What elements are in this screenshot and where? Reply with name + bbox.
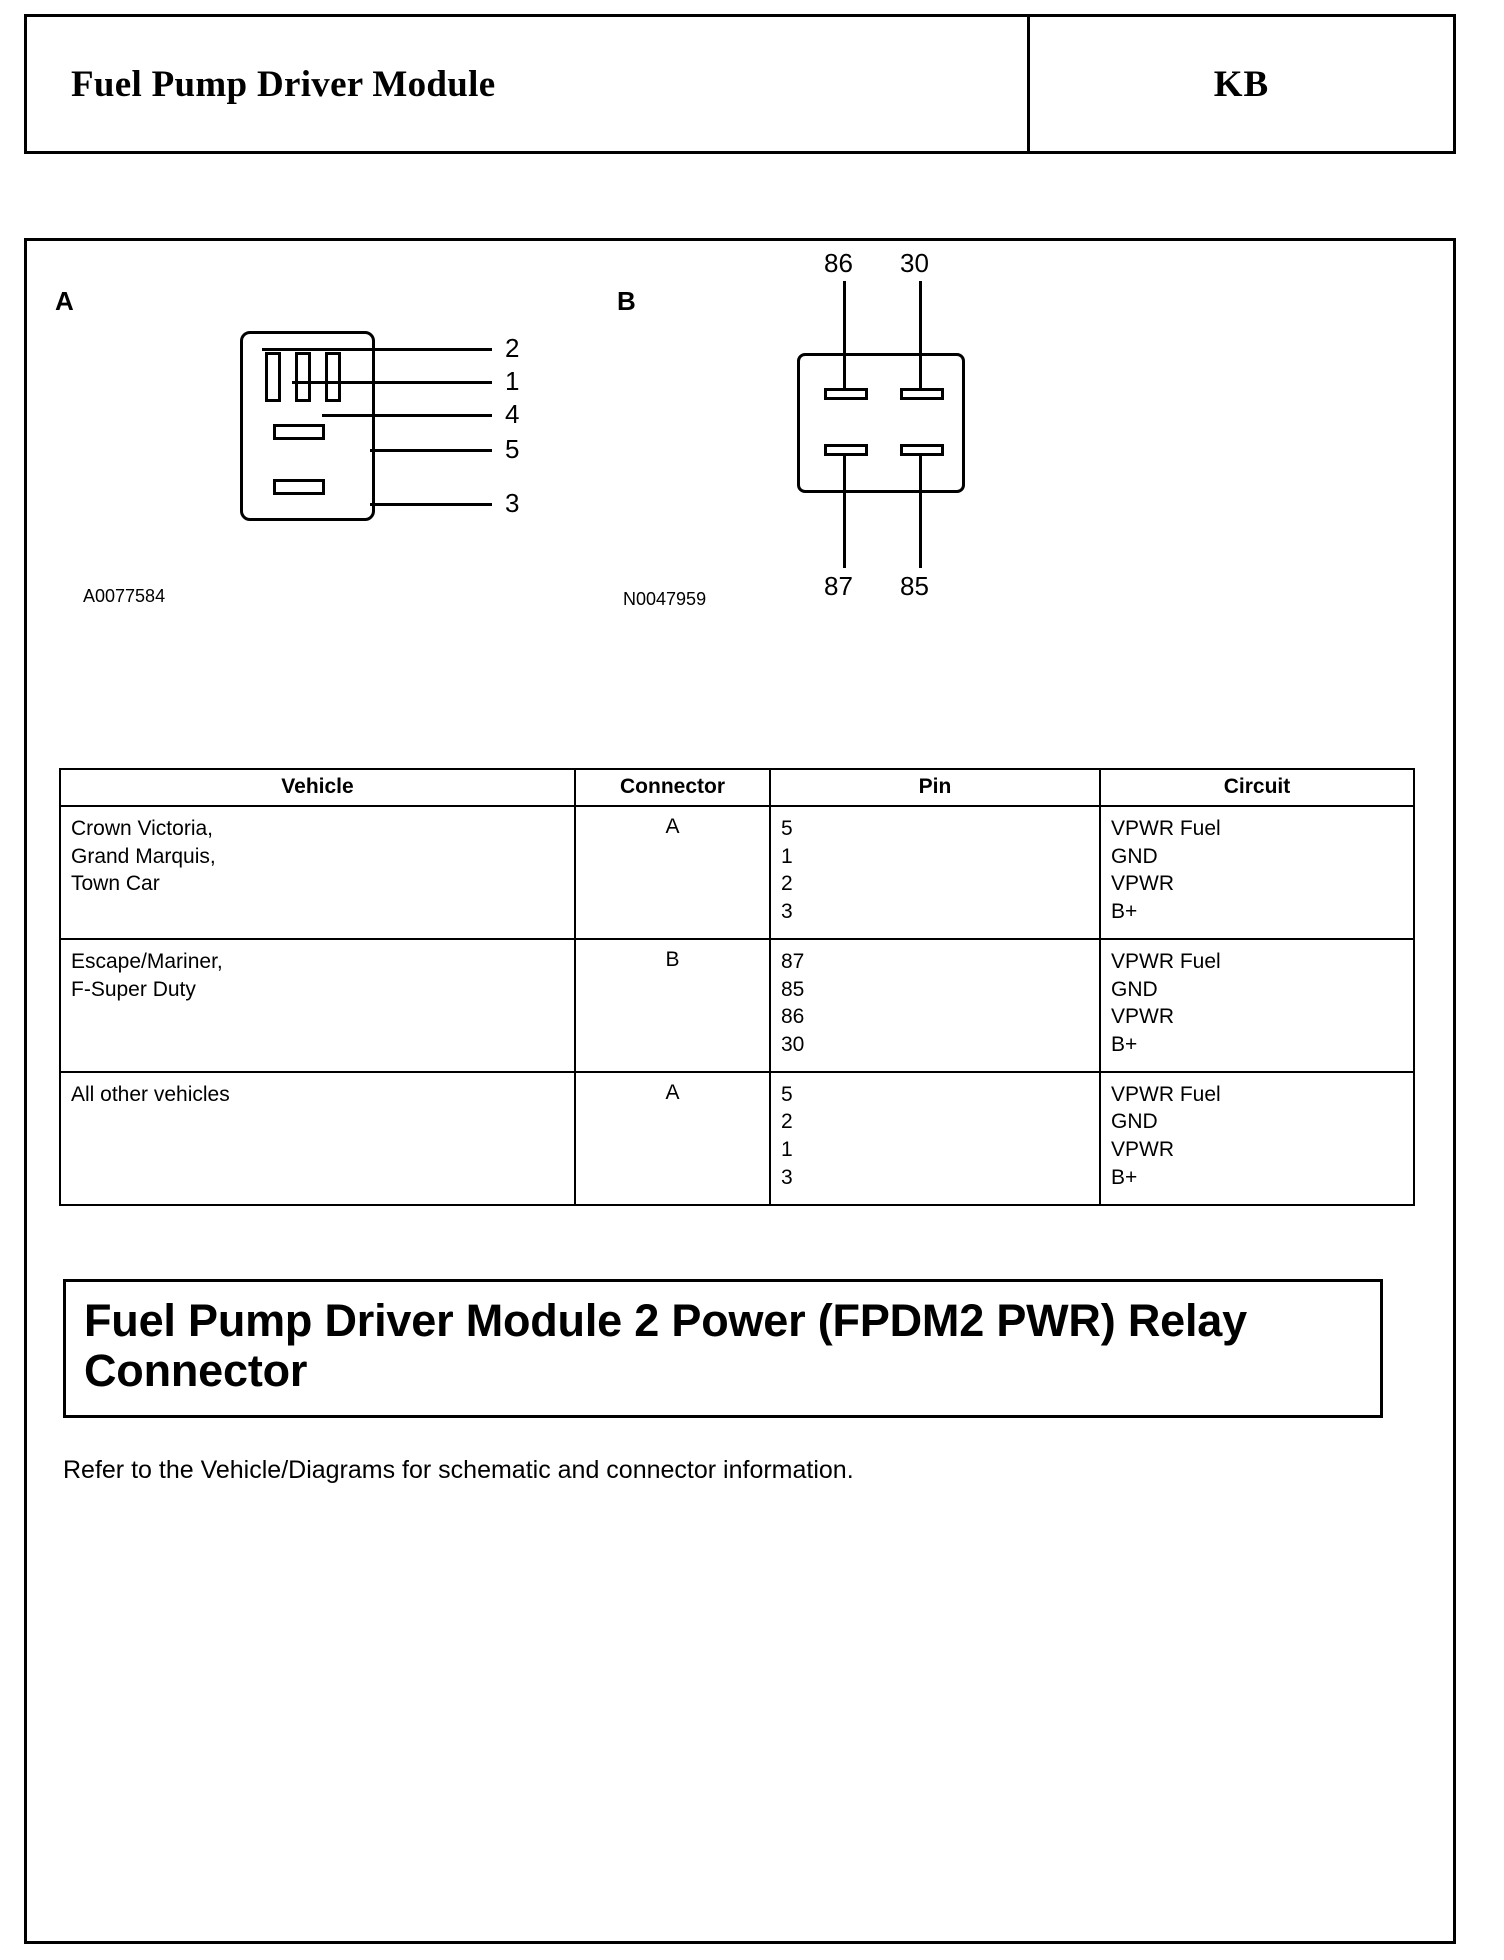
column-header-connector: Connector [575, 769, 770, 806]
connector-a-blade-3 [273, 479, 325, 495]
relay-pin-86: 86 [824, 248, 853, 278]
content-frame [24, 238, 1456, 1944]
connector-a-body [240, 331, 375, 521]
refer-note: Refer to the Vehicle/Diagrams for schematic and connector information. [63, 1456, 854, 1484]
cell-circuit: VPWR Fuel GND VPWR B+ [1100, 806, 1414, 939]
cell-connector: A [575, 806, 770, 939]
pin-spec-table [59, 768, 1413, 1206]
section-title-box [63, 1279, 1383, 1418]
leader-pin-2 [262, 348, 492, 351]
relay-terminal-86 [824, 388, 868, 400]
connector-a-blade-1 [295, 352, 311, 402]
connector-a-blade-2 [265, 352, 281, 402]
relay-lead-87 [843, 456, 846, 568]
cell-circuit: VPWR Fuel GND VPWR B+ [1100, 1072, 1414, 1205]
relay-terminal-30 [900, 388, 944, 400]
leader-pin-1 [292, 381, 492, 384]
cell-connector: B [575, 939, 770, 1072]
cell-connector: A [575, 1072, 770, 1205]
pin-number-4: 4 [505, 399, 520, 429]
cell-pin: 5 1 2 3 [770, 806, 1100, 939]
header-code-cell [1030, 17, 1453, 151]
diagram-label-a: A [55, 286, 74, 316]
table-header-row [60, 769, 1414, 806]
pin-number-2: 2 [505, 333, 520, 363]
cell-pin: 87 85 86 30 [770, 939, 1100, 1072]
relay-lead-85 [919, 456, 922, 568]
part-number-b: N0047959 [623, 589, 707, 609]
relay-pin-30: 30 [900, 248, 929, 278]
connector-a-blade-5 [273, 424, 325, 440]
cell-vehicle: Escape/Mariner, F-Super Duty [60, 939, 575, 1072]
pin-number-1: 1 [505, 366, 520, 396]
cell-circuit: VPWR Fuel GND VPWR B+ [1100, 939, 1414, 1072]
cell-vehicle: Crown Victoria, Grand Marquis, Town Car [60, 806, 575, 939]
section-title: Fuel Pump Driver Module 2 Power (FPDM2 PWR) Relay Connector [84, 1295, 1247, 1397]
cell-vehicle: All other vehicles [60, 1072, 575, 1205]
relay-terminal-87 [824, 444, 868, 456]
relay-lead-30 [919, 281, 922, 391]
page-title: Fuel Pump Driver Module [71, 63, 496, 105]
part-number-a: A0077584 [83, 586, 166, 606]
connector-a-blade-4 [325, 352, 341, 402]
relay-pin-85: 85 [900, 571, 929, 601]
table-row [60, 1072, 1414, 1205]
cell-pin: 5 2 1 3 [770, 1072, 1100, 1205]
section-code: KB [1213, 63, 1270, 105]
connector-diagrams [27, 241, 1453, 761]
relay-lead-86 [843, 281, 846, 391]
column-header-vehicle: Vehicle [60, 769, 575, 806]
relay-b-body [797, 353, 965, 493]
relay-pin-87: 87 [824, 571, 853, 601]
column-header-pin: Pin [770, 769, 1100, 806]
header-title-cell [27, 17, 1030, 151]
leader-pin-5 [370, 449, 492, 452]
pin-number-3: 3 [505, 488, 520, 518]
leader-pin-3 [370, 503, 492, 506]
table-row [60, 939, 1414, 1072]
pin-number-5: 5 [505, 434, 520, 464]
table-row [60, 806, 1414, 939]
page-header [24, 14, 1456, 154]
column-header-circuit: Circuit [1100, 769, 1414, 806]
diagram-label-b: B [617, 286, 636, 316]
leader-pin-4 [322, 414, 492, 417]
relay-terminal-85 [900, 444, 944, 456]
